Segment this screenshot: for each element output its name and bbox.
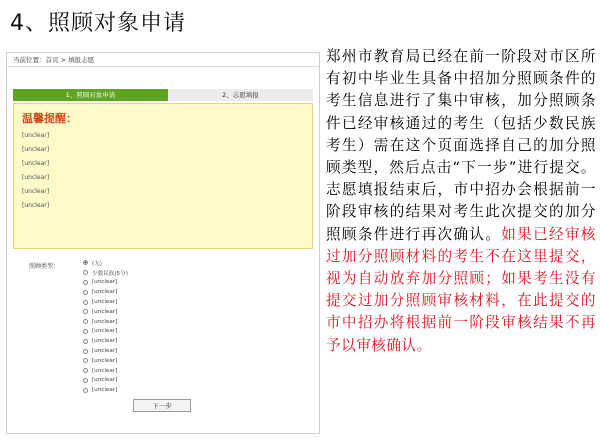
next-step-button[interactable]: 下一步	[133, 399, 191, 412]
explanation-black: 郑州市教育局已经在前一阶段对市区所有初中毕业生具备中招加分照顾条件的考生信息进行了集中审核，加分照顾条件已经审核通过的考生（包括少数民族考生）需在这个页面选择自己的加分照顾类型，然后点击“下一步”进行提交。志愿填报结束后，市中招办会根据前一阶段审核的结果对考生此次提交的加分照顾条件进行再次确认。	[326, 48, 596, 243]
explanation-warning: 如果已经审核过加分照顾材料的考生不在这里提交，视为自动放弃加分照顾；如果考生没有提交过加分照顾审核材料，在此提交的市中招办将根据前一阶段审核结果不再予以审核确认。	[326, 225, 596, 354]
care-type-options	[83, 258, 311, 395]
care-option[interactable]: [unclear]	[83, 336, 311, 346]
care-option[interactable]: [unclear]	[83, 356, 311, 366]
care-option[interactable]: [unclear]	[83, 376, 311, 386]
reminder-line: [unclear]	[22, 174, 50, 181]
radio-icon[interactable]	[83, 329, 88, 334]
reminder-line: [unclear]	[22, 202, 50, 209]
radio-icon[interactable]	[83, 300, 88, 305]
care-option[interactable]: [unclear]	[83, 287, 311, 297]
reminder-line: [unclear]	[22, 188, 50, 195]
step-bar	[13, 89, 313, 101]
care-option[interactable]: [unclear]	[83, 278, 311, 288]
care-option-ethnic-minority[interactable]: 少数民族(5分)	[83, 268, 311, 278]
radio-icon[interactable]	[83, 260, 88, 265]
care-option-none[interactable]: (无)	[83, 258, 311, 268]
explanation-text	[326, 46, 596, 357]
radio-icon[interactable]	[83, 270, 88, 275]
reminder-line: [unclear]	[22, 146, 50, 153]
radio-icon[interactable]	[83, 280, 88, 285]
reminder-line: [unclear]	[22, 160, 50, 167]
radio-icon[interactable]	[83, 358, 88, 363]
radio-icon[interactable]	[83, 368, 88, 373]
care-option[interactable]: [unclear]	[83, 307, 311, 317]
radio-icon[interactable]	[83, 319, 88, 324]
reminder-line: [unclear]	[22, 132, 50, 139]
radio-icon[interactable]	[83, 290, 88, 295]
care-option[interactable]: [unclear]	[83, 327, 311, 337]
reminder-box	[13, 103, 313, 249]
care-type-label: 照顾类型：	[29, 263, 60, 270]
radio-icon[interactable]	[83, 349, 88, 354]
slide-title: 4、照顾对象申请	[10, 11, 186, 36]
radio-icon[interactable]	[83, 339, 88, 344]
radio-icon[interactable]	[83, 378, 88, 383]
radio-icon[interactable]	[83, 388, 88, 393]
radio-icon[interactable]	[83, 309, 88, 314]
care-option[interactable]: [unclear]	[83, 297, 311, 307]
step-care-application[interactable]: 1、照顾对象申请	[13, 89, 168, 101]
breadcrumb: 当前位置：首页 > 填报志愿	[7, 53, 319, 67]
form-screenshot	[6, 52, 320, 434]
step-volunteer-filling[interactable]: 2、志愿填报	[168, 89, 313, 101]
reminder-title: 温馨提醒：	[22, 112, 77, 125]
care-option[interactable]: [unclear]	[83, 366, 311, 376]
care-option[interactable]: [unclear]	[83, 385, 311, 395]
care-option[interactable]: [unclear]	[83, 346, 311, 356]
care-option[interactable]: [unclear]	[83, 317, 311, 327]
